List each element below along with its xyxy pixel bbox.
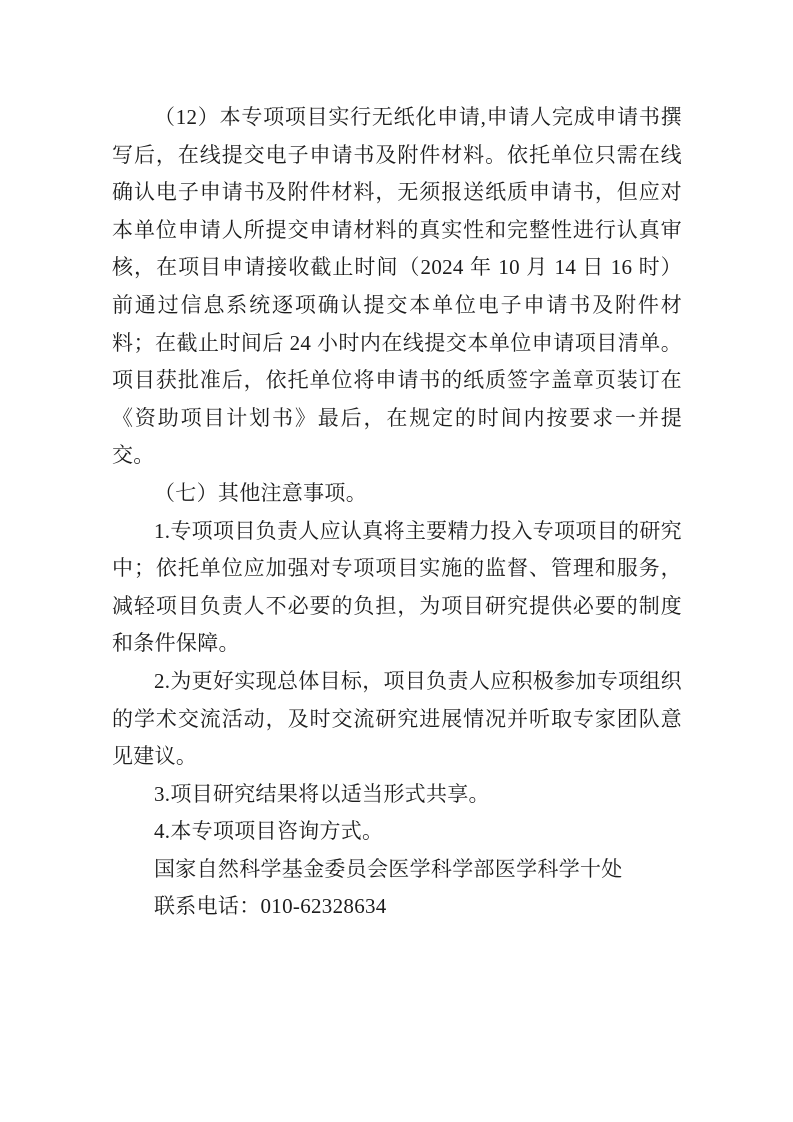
- note-item-4: 4.本专项项目咨询方式。: [154, 819, 384, 844]
- note-item-2: 2.为更好实现总体目标，项目负责人应积极参加专项组织的学术交流活动，及时交流研究进展情况并听取专家团队意见建议。: [112, 668, 682, 769]
- section-heading-seven: （七）其他注意事项。: [154, 480, 367, 505]
- contact-phone-label: 联系电话：: [154, 894, 261, 919]
- contact-organization: 国家自然科学基金委员会医学科学部医学科学十处: [154, 856, 623, 881]
- note-item-3: 3.项目研究结果将以适当形式共享。: [154, 781, 490, 806]
- paragraph-item-12: （12）本专项项目实行无纸化申请,申请人完成申请书撰写后，在线提交电子申请书及附件材料。依托单位只需在线确认电子申请书及附件材料，无须报送纸质申请书，但应对本单位申请人所提交申请材料的真实性和完整性进行认真审核，在项目申请接收截止时间（2024 年 10 月 14 日 16 时）前通过信息系统逐项确认提交本单位电子申请书及附件材料；在截止时间后 24 小时内在线提交本单位申请项目清单。项目获批准后，依托单位将申请书的纸质签字盖章页装订在《资助项目计划书》最后，在规定的时间内按要求一并提交。: [112, 105, 682, 468]
- note-item-1: 1.专项项目负责人应认真将主要精力投入专项项目的研究中；依托单位应加强对专项项目实施的监督、管理和服务，减轻项目负责人不必要的负担，为项目研究提供必要的制度和条件保障。: [112, 518, 682, 656]
- document-body: [112, 99, 682, 926]
- contact-phone-number: 010-62328634: [260, 894, 387, 919]
- contact-phone-line: [112, 888, 682, 926]
